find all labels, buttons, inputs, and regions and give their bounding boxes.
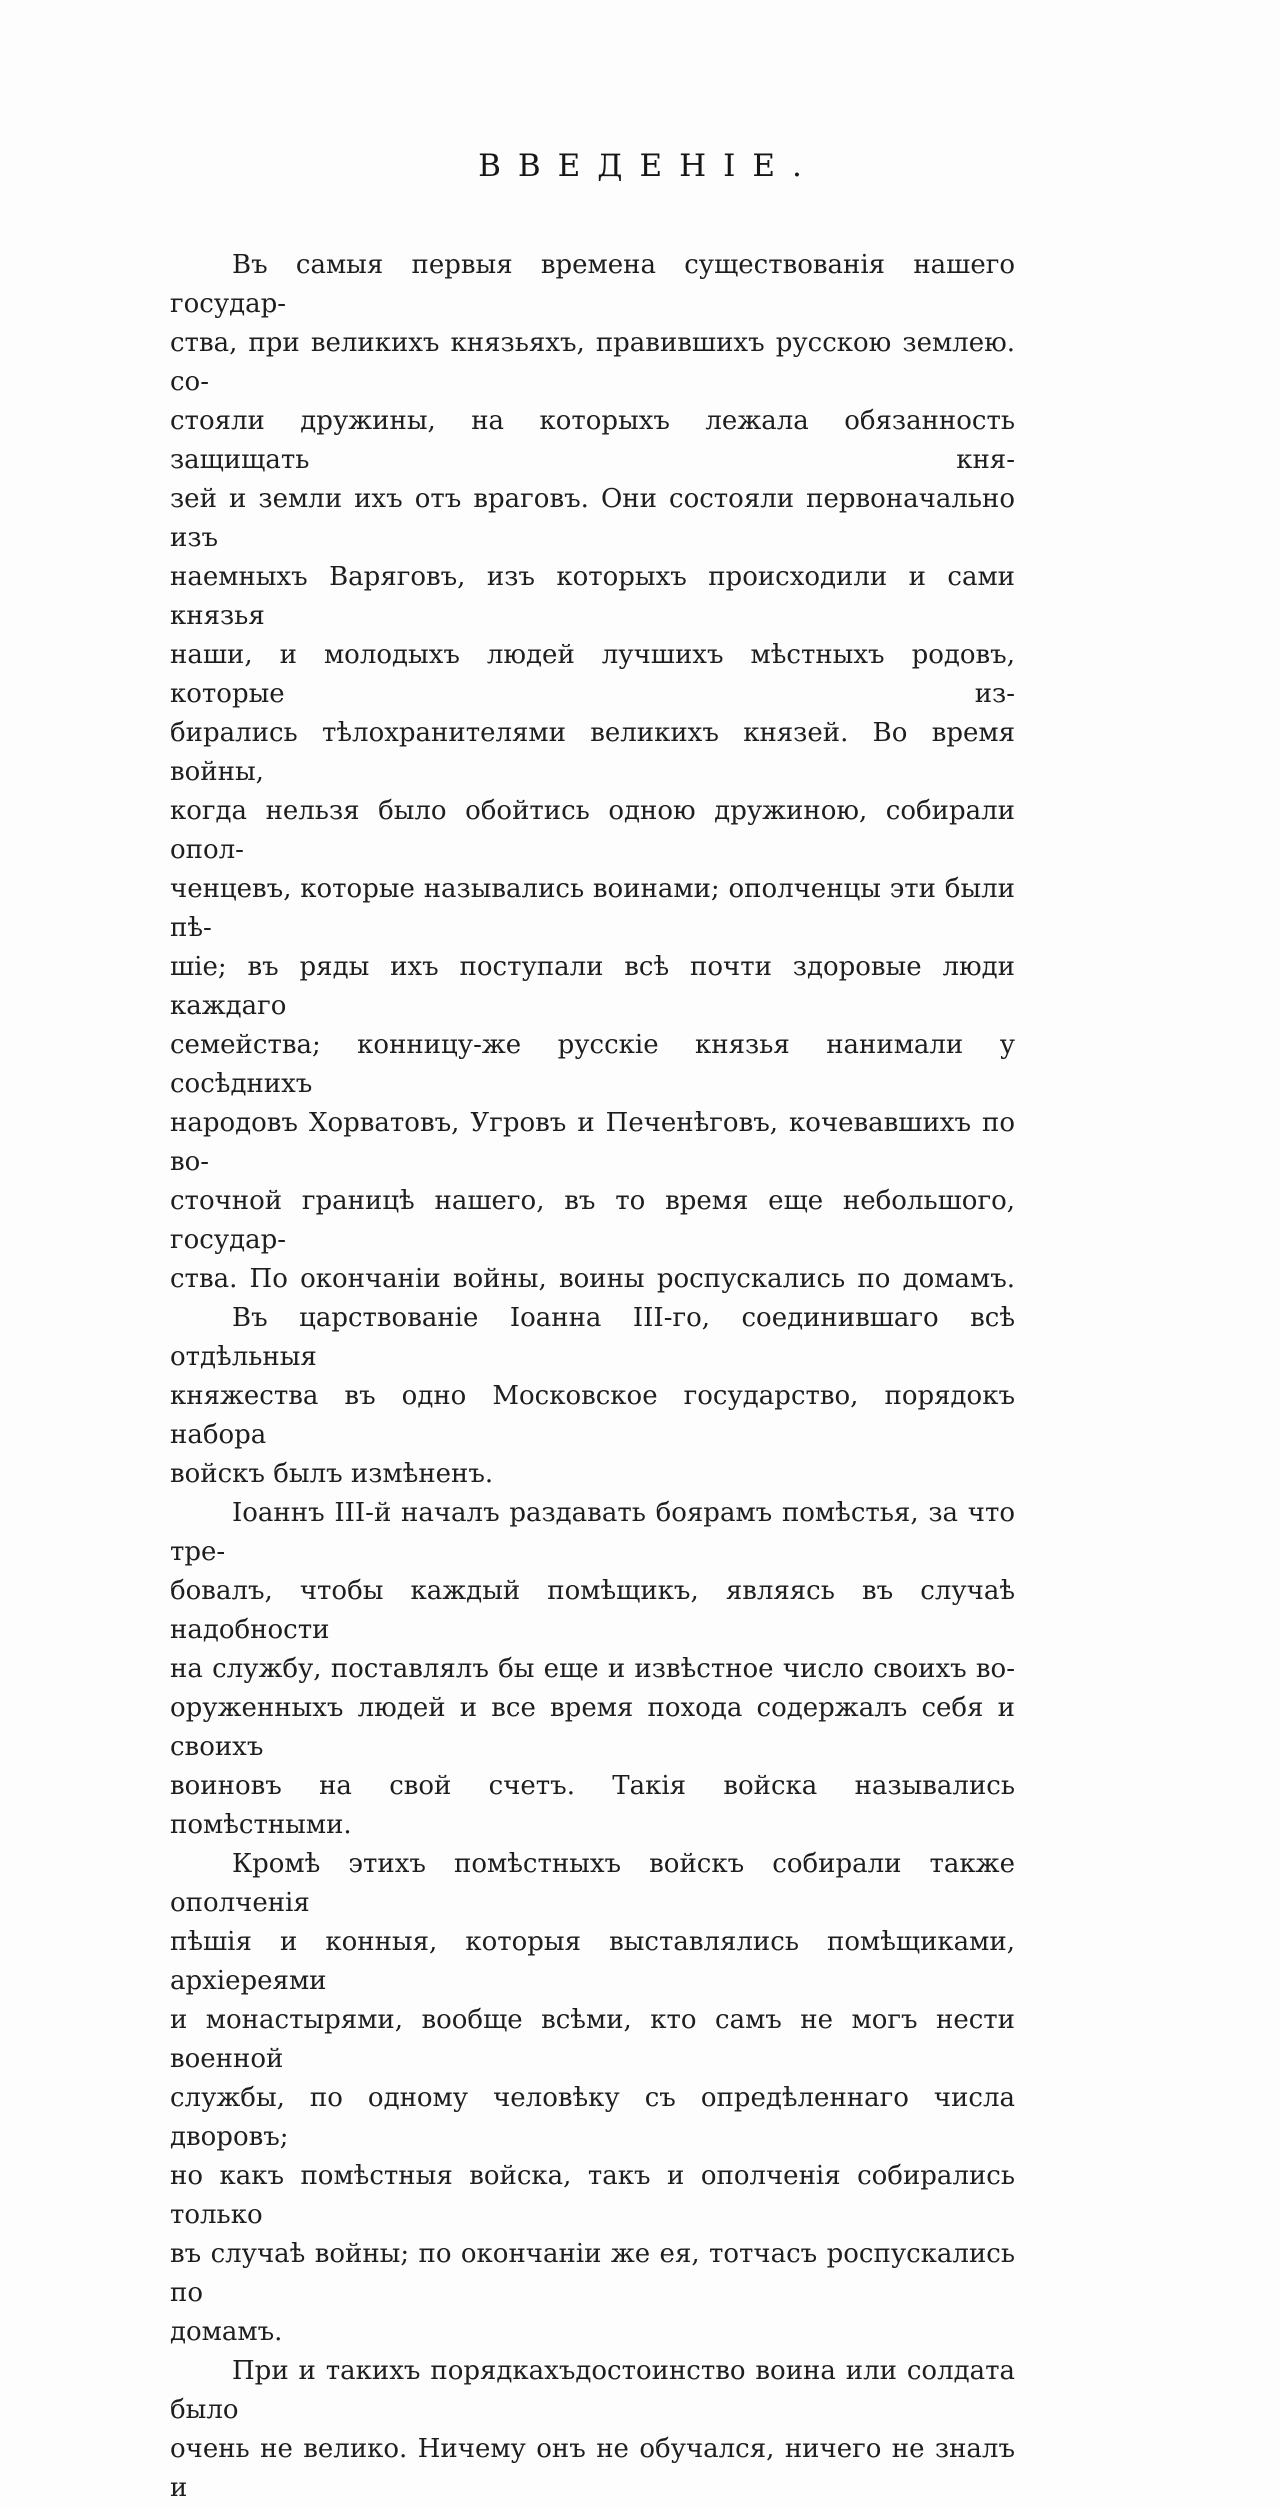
- text-line: домамъ.: [170, 2317, 283, 2347]
- text-body: [170, 246, 1015, 2508]
- text-line: войскъ былъ измѣненъ.: [170, 1459, 494, 1489]
- text-line: бовалъ, чтобы каждый помѣщикъ, являясь въ случаѣ надобности: [170, 1576, 1015, 1645]
- text-line: Въ царствованіе Іоанна ІІІ-го, соединившаго всѣ отдѣльныя: [170, 1303, 1015, 1372]
- paragraph-4: [170, 1845, 1015, 2352]
- text-line: оруженныхъ людей и все время похода содержалъ себя и своихъ: [170, 1693, 1015, 1762]
- text-line: наемныхъ Варяговъ, изъ которыхъ происходили и сами князья: [170, 562, 1015, 631]
- text-line: шіе; въ ряды ихъ поступали всѣ почти здоровые люди каждаго: [170, 952, 1015, 1021]
- text-line: въ случаѣ войны; по окончаніи же ея, тотчасъ роспускались по: [170, 2239, 1015, 2308]
- text-line: Іоаннъ ІІІ-й началъ раздавать боярамъ помѣстья, за что тре-: [170, 1498, 1015, 1567]
- text-line: Кромѣ этихъ помѣстныхъ войскъ собирали также ополченія: [170, 1849, 1015, 1918]
- text-line: народовъ Хорватовъ, Угровъ и Печенѣговъ, кочевавшихъ по во-: [170, 1108, 1015, 1177]
- text-line: сточной границѣ нашего, въ то время еще небольшого, государ-: [170, 1186, 1015, 1255]
- text-line: но какъ помѣстныя войска, такъ и ополченія собирались только: [170, 2161, 1015, 2230]
- paragraph-1: [170, 246, 1015, 1299]
- text-line: стояли дружины, на которыхъ лежала обязанность защищать кня-: [170, 406, 1015, 475]
- text-line: службы, по одному человѣку съ опредѣленнаго числа дворовъ;: [170, 2083, 1015, 2152]
- text-line: воиновъ на свой счетъ. Такія войска назывались помѣстными.: [170, 1771, 1015, 1840]
- text-line: При и такихъ порядкахъдостоинство воина или солдата было: [170, 2356, 1015, 2425]
- page-title: ВВЕДЕНІЕ.: [478, 148, 819, 184]
- text-line: бирались тѣлохранителями великихъ князей. Во время войны,: [170, 718, 1015, 787]
- text-line: когда нельзя было обойтись одною дружиною, собирали опол-: [170, 796, 1015, 865]
- text-line: пѣшія и конныя, которыя выставлялись помѣщиками, архіереями: [170, 1927, 1015, 1996]
- text-line: очень не велико. Ничему онъ не обучался, ничего не зналъ и: [170, 2434, 1015, 2503]
- text-line: на службу, поставлялъ бы еще и извѣстное число своихъ во-: [170, 1654, 1015, 1684]
- text-line: наши, и молодыхъ людей лучшихъ мѣстныхъ родовъ, которые из-: [170, 640, 1015, 709]
- text-line: семейства; конницу-же русскіе князья нанимали у сосѣднихъ: [170, 1030, 1015, 1099]
- paragraph-2: [170, 1299, 1015, 1494]
- text-line: и монастырями, вообще всѣми, кто самъ не могъ нести военной: [170, 2005, 1015, 2074]
- text-line: ства, при великихъ князьяхъ, правившихъ русскою землею. со-: [170, 328, 1015, 397]
- text-line: княжества въ одно Московское государство, порядокъ набора: [170, 1381, 1015, 1450]
- paragraph-3: [170, 1494, 1015, 1845]
- text-line: ченцевъ, которые назывались воинами; ополченцы эти были пѣ-: [170, 874, 1015, 943]
- text-line: Въ самыя первыя времена существованія нашего государ-: [170, 250, 1015, 319]
- text-line: ства. По окончаніи войны, воины роспускались по домамъ.: [170, 1264, 1015, 1294]
- text-line: зей и земли ихъ отъ враговъ. Они состояли первоначально изъ: [170, 484, 1015, 553]
- book-page: [0, 148, 1280, 2503]
- paragraph-5: [170, 2352, 1015, 2508]
